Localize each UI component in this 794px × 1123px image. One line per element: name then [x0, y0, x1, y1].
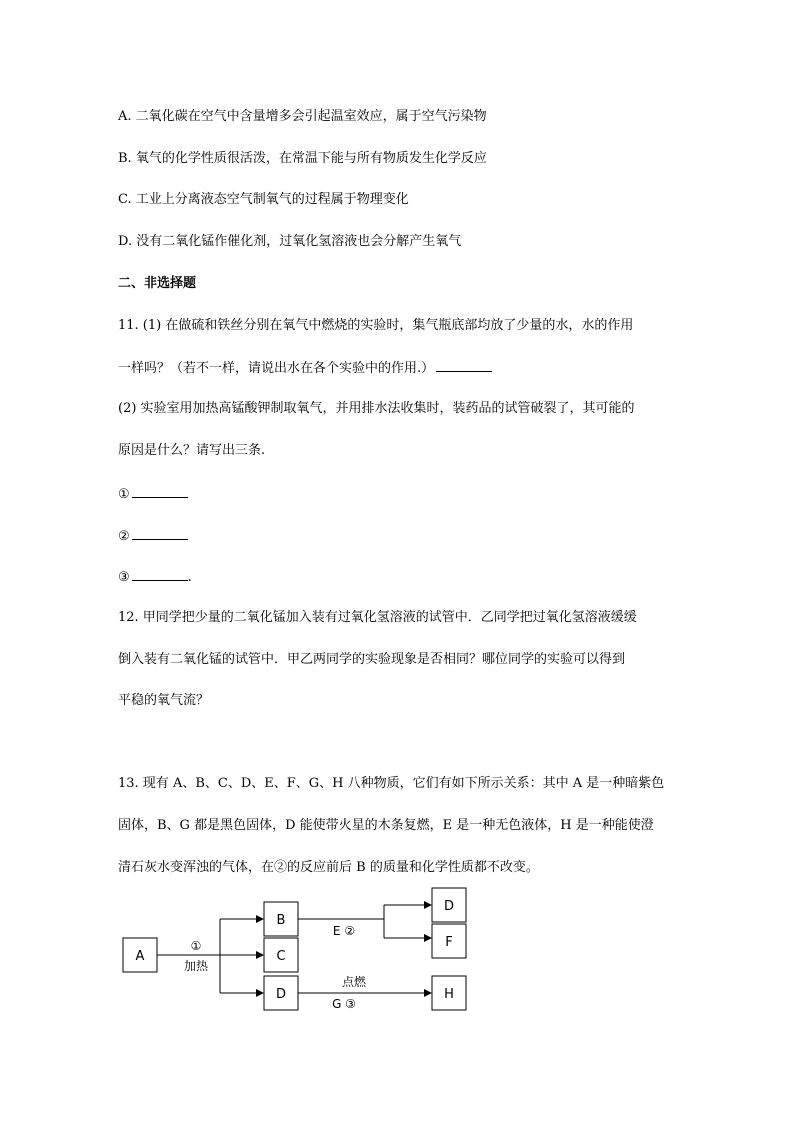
q12-line1: 12. 甲同学把少量的二氧化锰加入装有过氧化氢溶液的试管中．乙同学把过氧化氢溶液缓缓: [118, 610, 637, 625]
answer-blank-2[interactable]: [132, 526, 188, 540]
reaction1-condition: 加热: [183, 959, 209, 973]
box-d2-label: D: [443, 899, 455, 914]
answer-blank-1[interactable]: [132, 484, 188, 498]
box-d-label: D: [275, 987, 287, 1002]
reaction3-condition: 点燃: [341, 975, 367, 989]
option-a: A. 二氧化碳在空气中含量增多会引起温室效应，属于空气污染物: [118, 109, 487, 124]
option-d: D. 没有二氧化锰作催化剂，过氧化氢溶液也会分解产生氧气: [118, 234, 462, 249]
q11-line2-text: 一样吗？（若不一样，请说出水在各个实验中的作用.）: [118, 361, 435, 376]
circled-number-3: ③: [118, 570, 130, 585]
q13-line2: 固体，B、G 都是黑色固体，D 能使带火星的木条复燃，E 是一种无色液体，H 是一种能使澄: [118, 818, 654, 833]
answer-blank-3[interactable]: [132, 567, 188, 581]
reaction3-label: G ③: [332, 997, 356, 1011]
q12-line2: 倒入装有二氧化锰的试管中．甲乙两同学的实验现象是否相同？哪位同学的实验可以得到: [118, 652, 626, 667]
circled-number-1: ①: [118, 487, 130, 502]
q11-line4: 原因是什么？请写出三条.: [118, 443, 266, 458]
q11-line1: 11. (1) 在做硫和铁丝分别在氧气中燃烧的实验时，集气瓶底部均放了少量的水，水的作用: [118, 318, 634, 333]
period: .: [187, 570, 192, 585]
q11-item2: [118, 526, 188, 546]
q13-line3: 清石灰水变浑浊的气体，在②的反应前后 B 的质量和化学性质都不改变。: [118, 860, 539, 875]
option-c: C. 工业上分离液态空气制氧气的过程属于物理变化: [118, 192, 409, 207]
section-title: 二、非选择题: [118, 276, 197, 291]
reaction-diagram: [122, 886, 472, 1012]
q11-item3: [118, 567, 192, 587]
q11-line3: (2) 实验室用加热高锰酸钾制取氧气，并用排水法收集时，装药品的试管破裂了，其可能的: [118, 401, 635, 416]
box-c-label: C: [276, 949, 286, 964]
q11-line2: [118, 358, 492, 378]
q12-line3: 平稳的氧气流？: [118, 693, 210, 708]
box-a-label: A: [135, 949, 145, 964]
q13-line1: 13. 现有 A、B、C、D、E、F、G、H 八种物质，它们有如下所示关系：其中 A 是一种暗紫色: [118, 776, 665, 791]
answer-blank-q11-1[interactable]: [436, 358, 492, 372]
q11-item1: [118, 484, 188, 504]
reaction1-number: ①: [190, 939, 202, 953]
box-f-label: F: [445, 935, 453, 950]
circled-number-2: ②: [118, 529, 130, 544]
option-b: B. 氧气的化学性质很活泼，在常温下能与所有物质发生化学反应: [118, 151, 487, 166]
reaction2-label: E ②: [332, 924, 356, 938]
box-b-label: B: [276, 913, 286, 928]
box-h-label: H: [444, 987, 454, 1002]
